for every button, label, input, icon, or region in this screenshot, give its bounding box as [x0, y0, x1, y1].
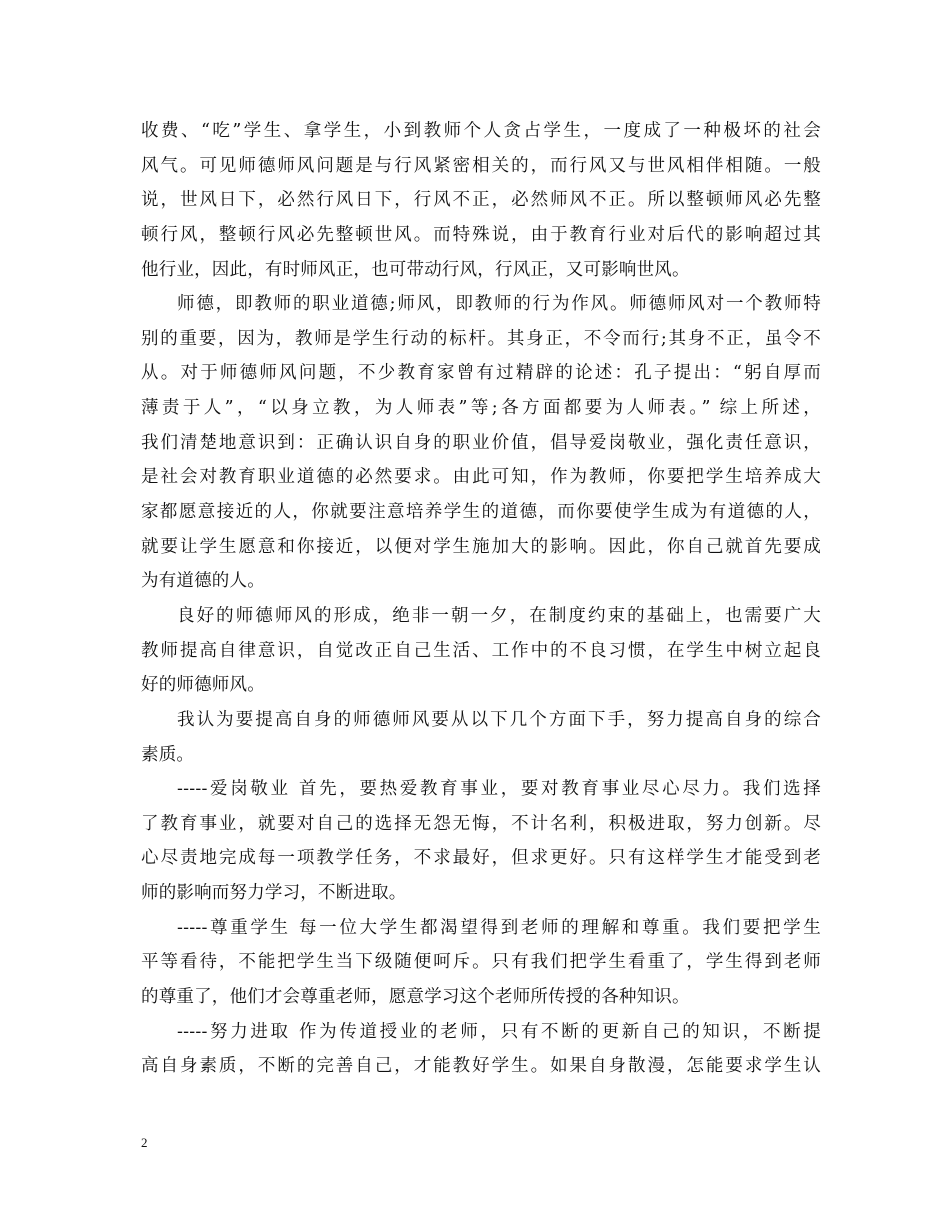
- paragraph: [141, 114, 821, 287]
- paragraph: [141, 1015, 821, 1084]
- text-line: 素质。: [141, 744, 195, 765]
- text-line: 高自身素质，不断的完善自己，才能教好学生。如果自身散漫，怎能要求学生认: [141, 1056, 821, 1077]
- text-line: 心尽责地完成每一项教学任务，不求最好，但求更好。只有这样学生才能受到老: [141, 848, 821, 869]
- text-line: 我认为要提高自身的师德师风要从以下几个方面下手，努力提高自身的综合: [177, 709, 821, 730]
- text-line: 师德，即教师的职业道德;师风，即教师的行为作风。师德师风对一个教师特: [177, 294, 821, 315]
- text-line: 教师提高自律意识，自觉改正自己生活、工作中的不良习惯，在学生中树立起良: [141, 640, 821, 661]
- text-line: 风气。可见师德师风问题是与行风紧密相关的，而行风又与世风相伴相随。一般: [141, 155, 821, 176]
- text-line: 他行业，因此，有时师风正，也可带动行风，行风正，又可影响世风。: [141, 259, 690, 280]
- text-line: 薄责于人”，“以身立教，为人师表”等;各方面都要为人师表。” 综上所述，: [141, 398, 821, 419]
- text-line: 家都愿意接近的人，你就要注意培养学生的道德，而你要使学生成为有道德的人，: [141, 502, 821, 523]
- text-line: 为有道德的人。: [141, 571, 265, 592]
- text-line: -----努力进取 作为传道授业的老师，只有不断的更新自己的知识，不断提: [177, 1021, 821, 1042]
- text-line: 就要让学生愿意和你接近，以便对学生施加大的影响。因此，你自己就首先要成: [141, 536, 821, 557]
- text-line: 别的重要，因为，教师是学生行动的标杆。其身正，不令而行;其身不正，虽令不: [141, 328, 821, 349]
- text-line: -----尊重学生 每一位大学生都渴望得到老师的理解和尊重。我们要把学生: [177, 917, 821, 938]
- paragraph: [141, 772, 821, 911]
- text-line: 良好的师德师风的形成，绝非一朝一夕，在制度约束的基础上，也需要广大: [177, 605, 821, 626]
- page-number: 2: [141, 1135, 148, 1150]
- paragraph: [141, 703, 821, 772]
- text-line: 从。对于师德师风问题，不少教育家曾有过精辟的论述：孔子提出：“躬自厚而: [141, 363, 821, 384]
- paragraph: [141, 911, 821, 1015]
- text-line: 好的师德师风。: [141, 675, 265, 696]
- text-line: 平等看待，不能把学生当下级随便呵斥。只有我们把学生看重了，学生得到老师: [141, 952, 821, 973]
- text-line: 说，世风日下，必然行风日下，行风不正，必然师风不正。所以整顿师风必先整: [141, 190, 821, 211]
- text-line: 我们清楚地意识到：正确认识自身的职业价值，倡导爱岗敬业，强化责任意识，: [141, 432, 821, 453]
- paragraph: [141, 287, 821, 599]
- text-line: 收费、“吃”学生、拿学生，小到教师个人贪占学生，一度成了一种极坏的社会: [141, 121, 821, 141]
- text-line: 师的影响而努力学习，不断进取。: [141, 883, 407, 904]
- text-line: -----爱岗敬业 首先，要热爱教育事业，要对教育事业尽心尽力。我们选择: [177, 779, 821, 800]
- text-line: 的尊重了，他们才会尊重老师，愿意学习这个老师所传授的各种知识。: [141, 987, 690, 1008]
- text-line: 了教育事业，就要对自己的选择无怨无悔，不计名利，积极进取，努力创新。尽: [141, 813, 821, 834]
- paragraph: [141, 599, 821, 703]
- text-line: 是社会对教育职业道德的必然要求。由此可知，作为教师，你要把学生培养成大: [141, 467, 821, 488]
- text-line: 顿行风，整顿行风必先整顿世风。而特殊说，由于教育行业对后代的影响超过其: [141, 224, 821, 245]
- document-body: [141, 114, 821, 1084]
